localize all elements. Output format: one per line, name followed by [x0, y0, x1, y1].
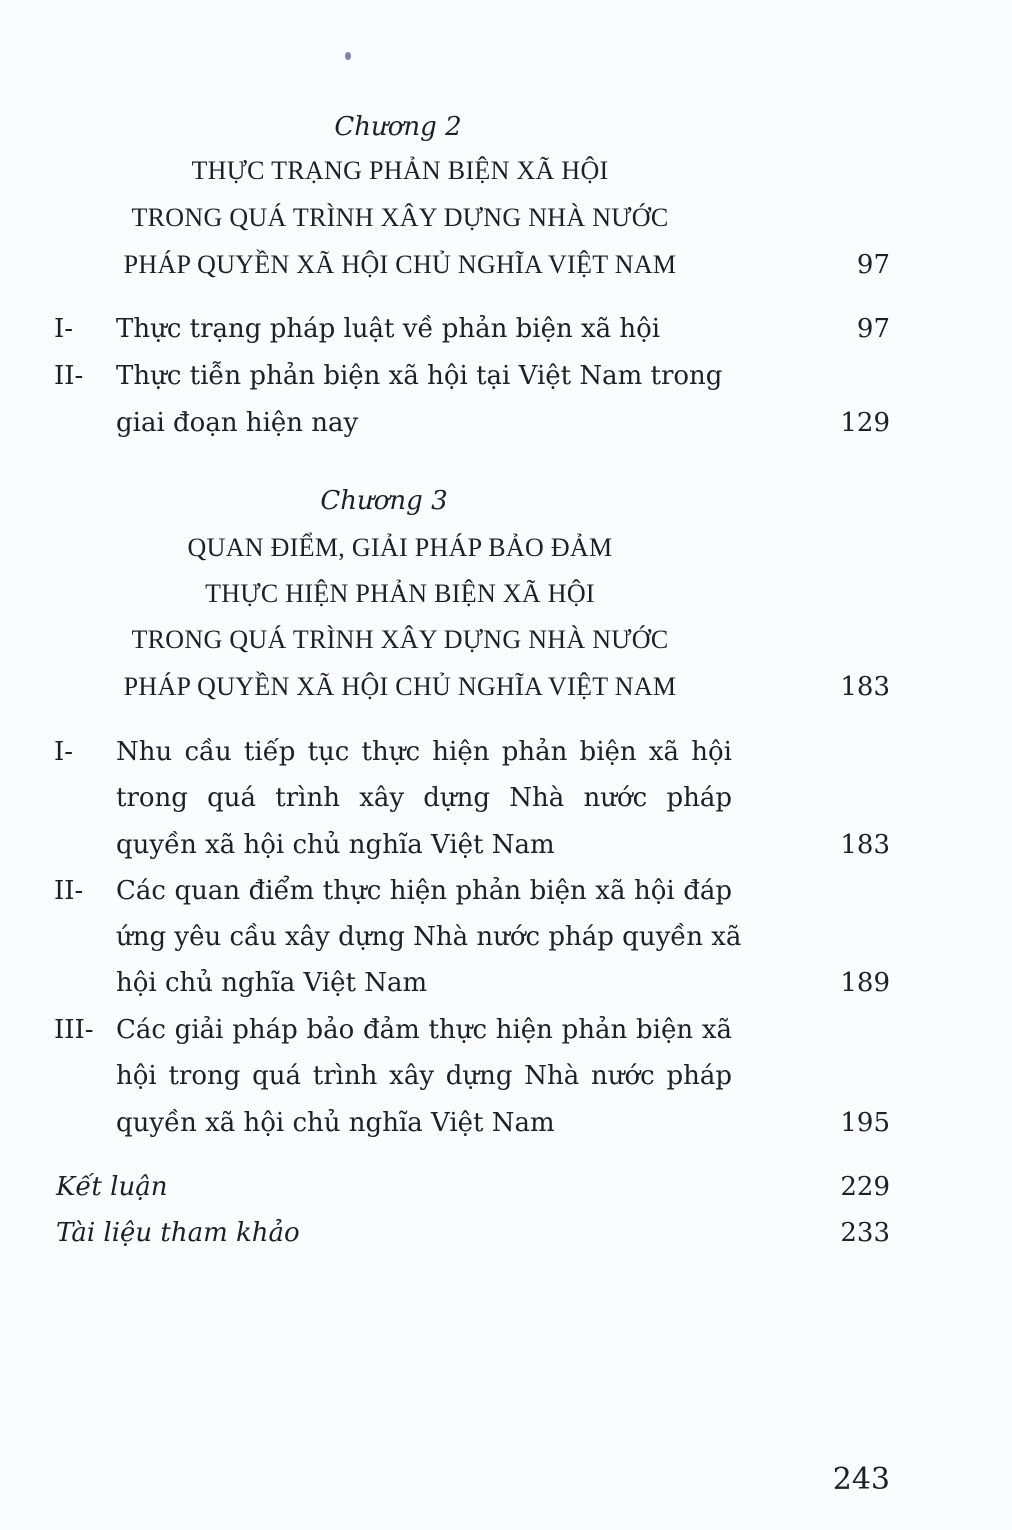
section-title-line: Thực trạng pháp luật về phản biện xã hội — [116, 314, 661, 344]
chapter-3-title-line-4: PHÁP QUYỀN XÃ HỘI CHỦ NGHĨA VIỆT NAM — [123, 672, 677, 701]
section-title-line: quyền xã hội chủ nghĩa Việt Nam — [116, 830, 555, 860]
section-number: I- — [54, 737, 74, 767]
chapter-3-label: Chương 3 — [320, 486, 448, 516]
conclusion-page: 229 — [840, 1172, 890, 1202]
section-title-line: Các giải pháp bảo đảm thực hiện phản biện xã — [116, 1015, 732, 1045]
chapter-3-title-line-1: QUAN ĐIỂM, GIẢI PHÁP BẢO ĐẢM — [187, 533, 613, 562]
section-title-line: giai đoạn hiện nay — [116, 408, 359, 438]
chapter-2-label: Chương 2 — [334, 112, 462, 142]
section-title-line: quyền xã hội chủ nghĩa Việt Nam — [116, 1108, 555, 1138]
references-label: Tài liệu tham khảo — [56, 1218, 300, 1248]
chapter-2-title-line-2: TRONG QUÁ TRÌNH XÂY DỰNG NHÀ NƯỚC — [131, 203, 669, 232]
section-page: 97 — [856, 314, 890, 344]
section-title-line: Nhu cầu tiếp tục thực hiện phản biện xã hội — [116, 737, 732, 767]
conclusion-label: Kết luận — [56, 1172, 168, 1202]
section-number: II- — [54, 876, 84, 906]
section-page: 189 — [840, 968, 890, 998]
section-title-line: Các quan điểm thực hiện phản biện xã hội đáp — [116, 876, 732, 906]
section-title-line: hội trong quá trình xây dựng Nhà nước pháp — [116, 1061, 732, 1091]
section-page: 195 — [840, 1108, 890, 1138]
references-page: 233 — [840, 1218, 890, 1248]
section-title-line: Thực tiễn phản biện xã hội tại Việt Nam trong — [116, 361, 723, 391]
chapter-2-page: 97 — [856, 250, 890, 280]
section-page: 129 — [840, 408, 890, 438]
page-number: 243 — [832, 1462, 890, 1497]
section-title-line: hội chủ nghĩa Việt Nam — [116, 968, 428, 998]
section-number: II- — [54, 361, 84, 391]
section-number: I- — [54, 314, 74, 344]
section-page: 183 — [840, 830, 890, 860]
section-number: III- — [54, 1015, 94, 1045]
section-title-line: trong quá trình xây dựng Nhà nước pháp — [116, 783, 732, 813]
chapter-3-title-line-2: THỰC HIỆN PHẢN BIỆN XÃ HỘI — [205, 579, 595, 608]
chapter-2-title-line-3: PHÁP QUYỀN XÃ HỘI CHỦ NGHĨA VIỆT NAM — [123, 250, 677, 279]
ink-dot — [345, 52, 351, 60]
chapter-3-title-line-3: TRONG QUÁ TRÌNH XÂY DỰNG NHÀ NƯỚC — [131, 625, 669, 654]
section-title-line: ứng yêu cầu xây dựng Nhà nước pháp quyền xã — [116, 922, 742, 952]
chapter-2-title-line-1: THỰC TRẠNG PHẢN BIỆN XÃ HỘI — [191, 156, 609, 185]
chapter-3-page: 183 — [840, 672, 890, 702]
